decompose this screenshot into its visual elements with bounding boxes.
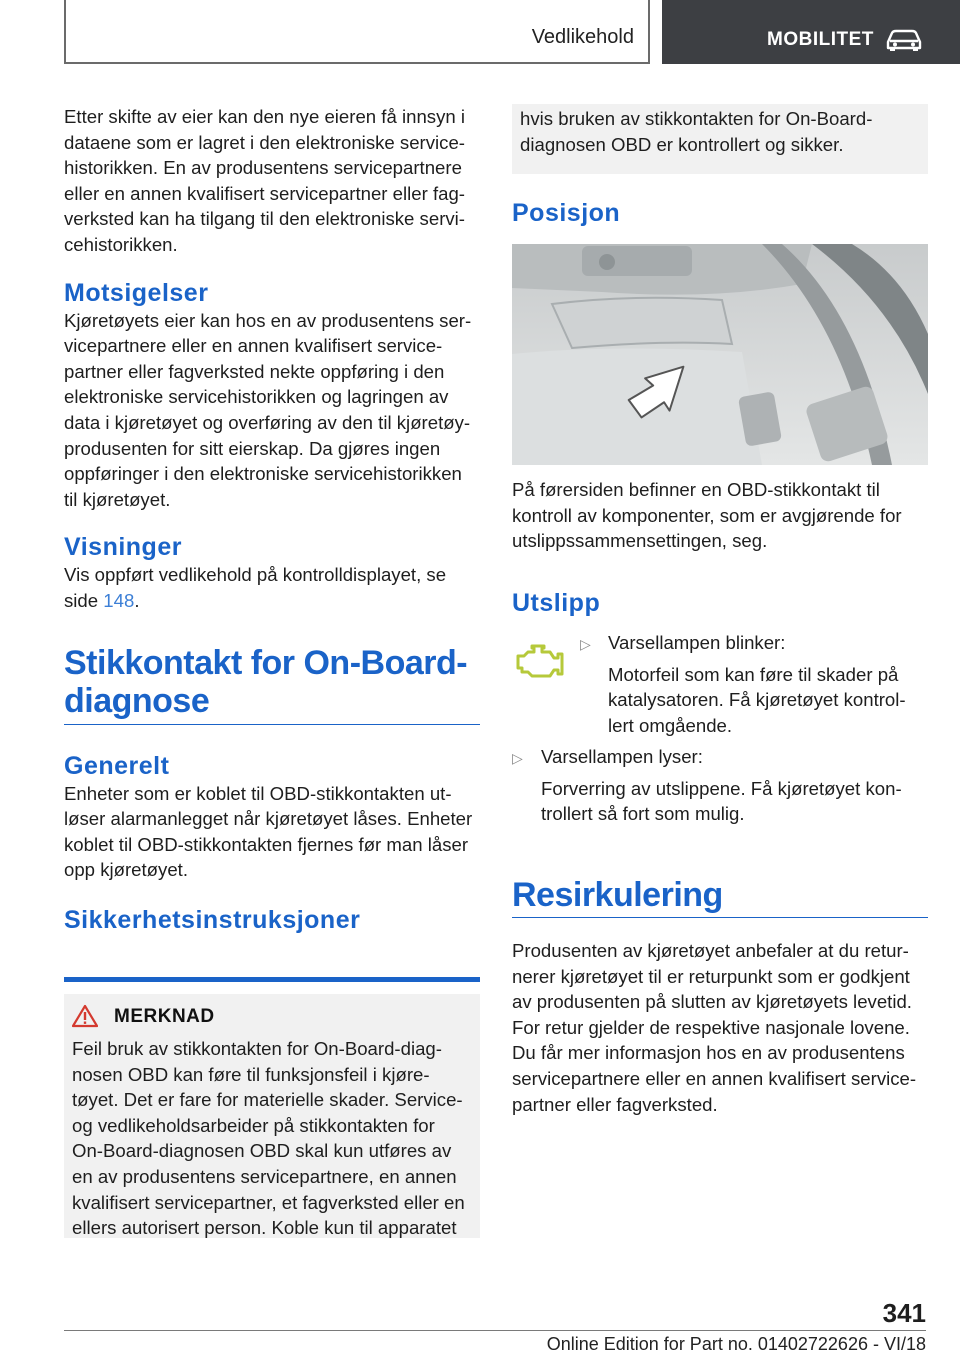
resirkulering-line: av produsenten på slutten av kjøretøyets levetid. (512, 991, 912, 1013)
header-divider-right (648, 0, 650, 64)
notice-line: hvis bruken av stikkontakten for On-Board- (520, 108, 873, 129)
notice-line: kvalifisert servicepartner, et fagverksted eller en (72, 1191, 465, 1213)
chapter-label: MOBILITET (767, 29, 874, 50)
bullet-2-marker: ▷ (512, 750, 523, 766)
motsigelser-line: produsenten for sitt eierskap. Da gjøres ingen (64, 437, 441, 459)
intro-line: dataene som er lagret i den elektroniske service- (64, 131, 466, 153)
bullet-1-line: lert omgående. (608, 714, 733, 736)
notice-line: ellers autorisert person. Koble kun til apparatet (72, 1217, 457, 1239)
resirkulering-text (512, 938, 932, 1117)
generelt-line: Enheter som er koblet til OBD-stikkontakten ut- (64, 782, 452, 804)
notice-line: tøyet. Det er fare for materielle skader. Service- (72, 1089, 463, 1111)
obd-location-photo-drawing (512, 244, 928, 465)
notice-line: diagnosen OBD er kontrollert og sikker. (520, 133, 844, 155)
bullet-2 (541, 744, 931, 827)
intro-line: eller en annen kvalifisert servicepartner eller fag- (64, 182, 465, 204)
bullet-1-line: katalysatoren. Få kjøretøyet kontrol- (608, 689, 906, 711)
sikkerhet-heading: Sikkerhetsinstruksjoner (64, 905, 361, 934)
bullet-1-line: Motorfeil som kan føre til skader på (608, 663, 899, 685)
motsigelser-line: til kjøretøyet. (64, 488, 171, 510)
car-icon (884, 28, 924, 52)
motsigelser-line: elektroniske servicehistorikken og lagringen av (64, 386, 449, 408)
posisjon-heading: Posisjon (512, 199, 621, 227)
posisjon-line: kontroll av komponenter, som er avgjørende for (512, 504, 902, 526)
generelt-line: løser alarmanlegget når kjøretøyet låses. Enheter (64, 808, 473, 830)
notice-continuation-box (512, 104, 928, 174)
motsigelser-line: Kjøretøyets eier kan hos en av produsentens ser- (64, 309, 472, 331)
notice-line: og vedlikeholdsarbeider på stikkontakten for (72, 1114, 435, 1136)
visninger-line: Vis oppført vedlikehold på kontrolldisplayet, se (64, 564, 447, 586)
visninger-heading: Visninger (64, 533, 182, 562)
obd-title-line: Stikkontakt for On-Board- (64, 643, 468, 682)
visninger-text-end: . (134, 589, 140, 611)
resirkulering-line: Du får mer informasjon hos en av produsentens (512, 1042, 905, 1064)
obd-title-line: diagnose (64, 681, 210, 720)
page-reference-link[interactable]: 148 (103, 589, 135, 611)
warning-triangle-icon (72, 1004, 98, 1028)
visninger-text: side (64, 589, 104, 611)
left-column (64, 104, 484, 935)
notice-line: Feil bruk av stikkontakten for On-Board-diag- (72, 1038, 442, 1059)
generelt-line: opp kjøretøyet. (64, 859, 189, 881)
generelt-line: koblet til OBD-stikkontakten fjernes før man låser (64, 833, 469, 855)
notice-text (72, 1036, 476, 1241)
motsigelser-line: oppføringer i den elektroniske servicehistorikken (64, 463, 462, 485)
utslipp-heading: Utslipp (512, 589, 601, 617)
posisjon-line: På førersiden befinner en OBD-stikkontakt til (512, 479, 880, 500)
footer-rule (64, 1330, 926, 1331)
resirkulering-line: For retur gjelder de respektive nasjonale lovene. (512, 1016, 910, 1038)
sikkerhet-rule (64, 977, 480, 982)
notice-line: nosen OBD kan føre til funksjonsfeil i kjøre- (72, 1063, 430, 1085)
motsigelser-line: vicepartnere eller en annen kvalifisert service- (64, 335, 443, 357)
notice-continuation-text (520, 106, 924, 157)
notice-box (64, 994, 480, 1238)
section-title: Vedlikehold (531, 26, 634, 48)
posisjon-line: utslippssammensettingen, seg. (512, 530, 768, 552)
intro-line: cehistorikken. (64, 233, 178, 255)
obd-location-photo (512, 244, 928, 465)
resirkulering-rule (512, 917, 928, 918)
bullet-1-title: Varsellampen blinker: (608, 632, 786, 653)
edition-note: Online Edition for Part no. 01402722626 - VI/18 (546, 1334, 926, 1354)
resirkulering-line: Produsenten av kjøretøyet anbefaler at du retur- (512, 940, 909, 961)
notice-line: en av produsentens servicepartnere, en annen (72, 1165, 457, 1187)
resirkulering-line: partner eller fagverksted. (512, 1093, 718, 1115)
motsigelser-heading: Motsigelser (64, 278, 209, 307)
chapter-tab[interactable] (662, 0, 960, 64)
intro-line: Etter skifte av eier kan den nye eieren få innsyn i (64, 106, 466, 127)
engine-warning-icon (514, 644, 566, 678)
generelt-heading: Generelt (64, 751, 170, 780)
intro-line: historikken. En av produsentens servicepartnere (64, 157, 462, 179)
header-underline (64, 62, 650, 64)
bullet-1 (608, 630, 928, 738)
visninger-line (64, 588, 484, 614)
bullet-2-line: Forverring av utslippene. Få kjøretøyet kon- (541, 777, 902, 799)
motsigelser-line: partner eller fagverksted nekte oppføring i den (64, 360, 445, 382)
notice-line: On-Board-diagnosen OBD skal kun utføres av (72, 1140, 452, 1162)
bullet-1-marker: ▷ (580, 636, 591, 652)
resirkulering-line: nerer kjøretøyet til er returpunkt som er godkjent (512, 965, 910, 987)
bullet-2-line: trollert så fort som mulig. (541, 803, 745, 825)
notice-title: MERKNAD (114, 1006, 215, 1027)
motsigelser-line: data i kjøretøyet og overføring av den til kjøretøy- (64, 411, 471, 433)
bullet-2-title: Varsellampen lyser: (541, 746, 703, 767)
page-number: 341 (882, 1298, 926, 1328)
resirkulering-line: servicepartnere eller en annen kvalifisert service- (512, 1067, 917, 1089)
obd-title-rule (64, 724, 480, 725)
resirkulering-heading: Resirkulering (512, 876, 723, 914)
posisjon-text (512, 477, 932, 554)
intro-line: verksted kan ha tilgang til den elektroniske servi- (64, 208, 466, 230)
